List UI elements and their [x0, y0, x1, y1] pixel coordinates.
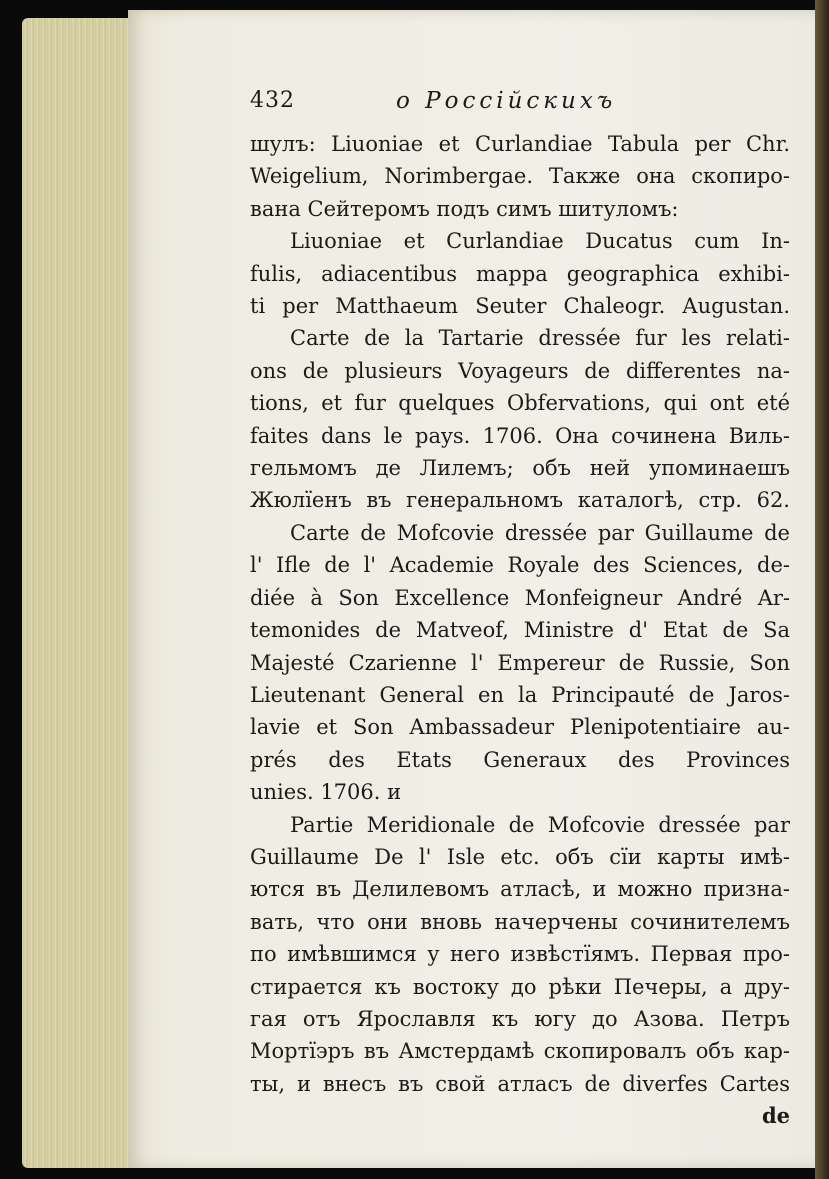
text-line: Weigelium, Norimbergae. Также она скопиро- — [250, 164, 790, 189]
text-line: ты, и внесъ въ свой атласъ de diverfes Cartes — [250, 1071, 790, 1096]
text-line: unies. 1706. и — [250, 780, 402, 805]
text-line: ti per Matthaeum Seuter Chaleogr. Augustan. — [250, 294, 790, 319]
text-line: diée à Son Excellence Monfeigneur André Ar- — [250, 585, 790, 610]
running-head: о Россійскихъ — [396, 88, 617, 114]
text-line: Жюлїенъ въ генеральномъ каталогѣ, стр. 62. — [250, 488, 790, 513]
text-line: l' Ifle de l' Academie Royale des Sciences, de- — [250, 553, 790, 578]
text-line: стирается къ востоку до рѣки Печеры, а дру- — [250, 974, 790, 999]
text-body — [250, 128, 790, 1100]
text-line: ются въ Делилевомъ атласѣ, и можно призна- — [250, 877, 790, 902]
text-line: Partie Meridionale de Mofcovie dressée par — [290, 812, 790, 837]
text-line: вать, что они вновь начерчены сочинителемъ — [250, 909, 790, 934]
binding-strip — [815, 0, 829, 1179]
text-line: fulis, adiacentibus mappa geographica exhibi- — [250, 261, 790, 286]
text-line: ons de plusieurs Voyageurs de differentes na- — [250, 358, 790, 383]
text-line: гая отъ Ярославля къ югу до Азова. Петръ — [250, 1006, 790, 1031]
text-line: вана Сейтеромъ подъ симъ шитуломъ: — [250, 196, 679, 221]
text-line: Мортїэръ въ Амстердамѣ скопировалъ объ кар- — [250, 1039, 790, 1064]
page-header — [250, 86, 790, 128]
text-line: шулъ: Liuoniae et Curlandiae Tabula per Chr. — [250, 132, 790, 156]
text-line: Carte de Mofcovie dressée par Guillaume de — [290, 520, 790, 545]
text-line: Guillaume De l' Isle etc. объ сїи карты имѣ- — [250, 844, 790, 869]
text-line: faites dans le pays. 1706. Она сочинена Виль- — [250, 423, 790, 448]
catchword: de — [761, 1103, 790, 1129]
text-line: Liuoniae et Curlandiae Ducatus cum In- — [290, 229, 790, 254]
text-line: по имѣвшимся у него извѣстїямъ. Первая про- — [250, 942, 790, 967]
text-line: Majesté Czarienne l' Empereur de Russie, Son — [250, 650, 790, 675]
text-line: lavie et Son Ambassadeur Plenipotentiaire au- — [250, 715, 790, 740]
page-edges — [22, 18, 142, 1168]
text-line: Carte de la Tartarie dressée fur les relati- — [290, 326, 790, 351]
page-text — [250, 86, 790, 1132]
text-line: prés des Etats Generaux des Provinces — [250, 747, 790, 772]
text-line: Lieutenant General en la Principauté de Jaros- — [250, 682, 790, 707]
text-line: tions, et fur quelques Obfervations, qui ont eté — [250, 391, 790, 416]
text-line: temonides de Matveof, Ministre d' Etat de Sa — [250, 618, 790, 643]
page-number: 432 — [250, 88, 295, 113]
text-line: гельмомъ де Лилемъ; объ ней упоминаешъ — [250, 456, 790, 481]
